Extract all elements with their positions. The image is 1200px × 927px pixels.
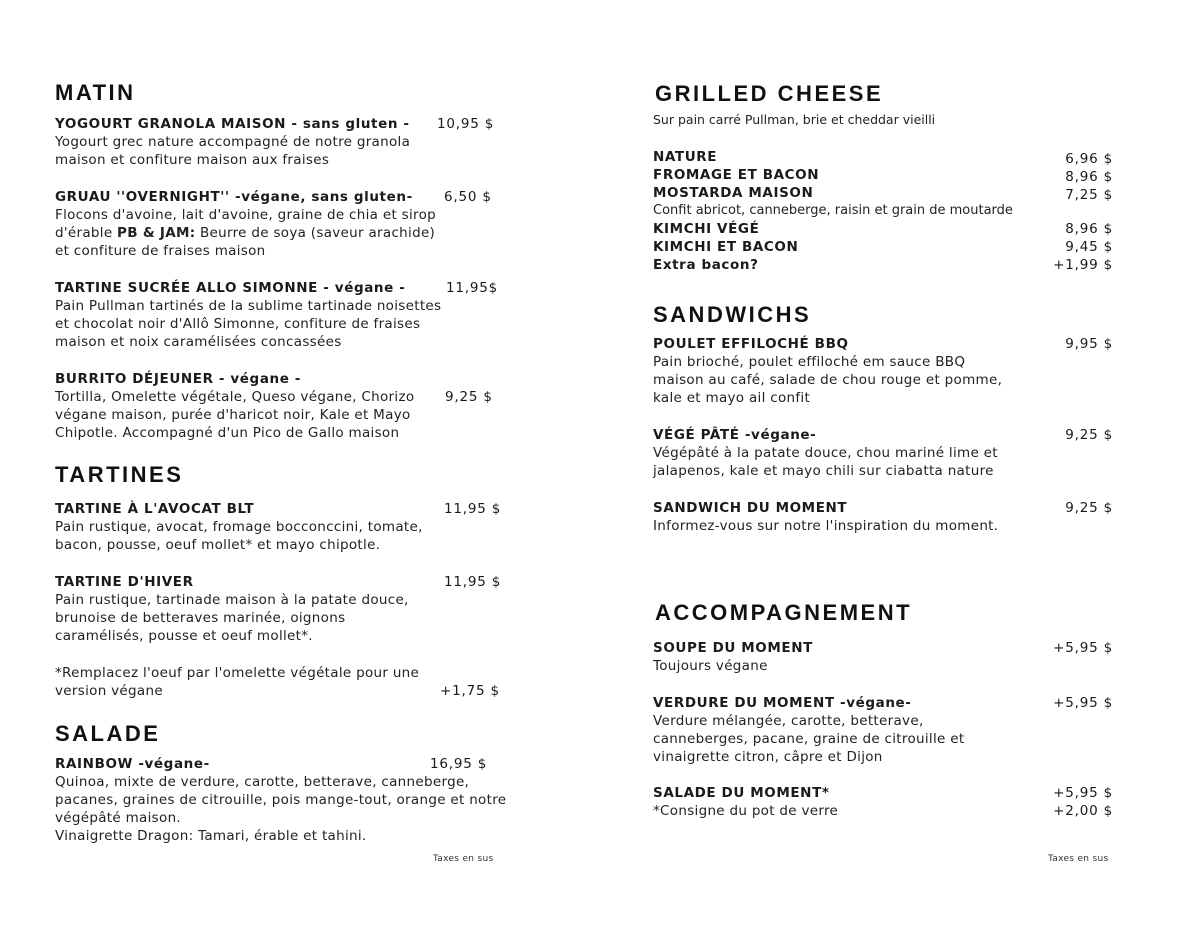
item-desc-line: maison et confiture maison aux fraises [55,152,330,168]
item-title: TARTINE SUCRÉE ALLO SIMONNE - végane - [55,280,406,296]
item-price: 16,95 $ [430,756,488,772]
item-title: BURRITO DÉJEUNER - végane - [55,371,302,387]
item-desc-line: Tortilla, Omelette végétale, Queso végane, Chorizo [55,389,415,405]
desc-text: Beurre de soya (saveur arachide) [195,225,436,241]
item-title: POULET EFFILOCHÉ BBQ [653,336,849,352]
item-desc-line: canneberges, pacane, graine de citrouille et [653,731,965,747]
item-title: NATURE [653,149,718,165]
section-heading-accompagnement: ACCOMPAGNEMENT [655,600,913,625]
item-desc-line: Pain Pullman tartinés de la sublime tartinade noisettes [55,298,442,314]
item-desc-line: bacon, pousse, oeuf mollet* et mayo chipotle. [55,537,381,553]
item-price: 11,95 $ [444,574,502,590]
item-desc-line: *Consigne du pot de verre [653,803,839,819]
item-price: 11,95$ [446,280,499,296]
item-price: +5,95 $ [1053,640,1113,656]
note-line: version végane [55,683,163,699]
item-desc-line: Pain brioché, poulet effiloché em sauce BBQ [653,354,966,370]
section-heading-grilled-cheese: GRILLED CHEESE [655,81,884,106]
item-price: 6,50 $ [444,189,492,205]
item-title: RAINBOW -végane- [55,756,210,772]
item-desc-line: et confiture de fraises maison [55,243,266,259]
item-price: 11,95 $ [444,501,502,517]
item-desc-line: Chipotle. Accompagné d'un Pico de Gallo maison [55,425,400,441]
item-desc-line: Pain rustique, tartinade maison à la patate douce, [55,592,409,608]
item-desc-line: Verdure mélangée, carotte, betterave, [653,713,924,729]
item-price: 7,25 $ [1065,187,1113,203]
item-price: 6,96 $ [1065,151,1113,167]
item-title: Extra bacon? [653,257,759,273]
desc-text: d'érable [55,225,118,241]
section-heading-sandwichs: SANDWICHS [653,302,812,327]
item-desc-line: vinaigrette citron, câpre et Dijon [653,749,883,765]
item-desc-line: Quinoa, mixte de verdure, carotte, betterave, canneberge, [55,774,470,790]
item-desc-line: Vinaigrette Dragon: Tamari, érable et tahini. [55,828,367,844]
item-desc-line: Végépâté à la patate douce, chou mariné lime et [653,445,998,461]
item-desc-line [55,225,435,241]
item-title: GRUAU ''OVERNIGHT'' -végane, sans gluten- [55,189,413,205]
item-price-secondary: +2,00 $ [1053,803,1113,819]
item-price: 10,95 $ [437,116,495,132]
item-price: 9,25 $ [1065,427,1113,443]
item-desc-line: végépâté maison. [55,810,182,826]
item-desc-line: brunoise de betteraves marinée, oignons [55,610,346,626]
item-desc-line: caramélisés, pousse et oeuf mollet*. [55,628,313,644]
item-desc-line: Confit abricot, canneberge, raisin et grain de moutarde [653,203,1013,218]
item-title: VERDURE DU MOMENT -végane- [653,695,912,711]
note-line: *Remplacez l'oeuf par l'omelette végétale pour une [55,665,420,681]
item-desc-line: végane maison, purée d'haricot noir, Kale et Mayo [55,407,411,423]
item-title: TARTINE À L'AVOCAT BLT [55,501,255,517]
item-desc-line: et chocolat noir d'Allô Simonne, confiture de fraises [55,316,421,332]
section-heading-tartines: TARTINES [55,462,184,487]
item-desc-line: maison au café, salade de chou rouge et pomme, [653,372,1003,388]
item-title: TARTINE D'HIVER [55,574,194,590]
item-title: SALADE DU MOMENT* [653,785,830,801]
item-price: 8,96 $ [1065,169,1113,185]
item-price: +5,95 $ [1053,785,1113,801]
item-price: 9,45 $ [1065,239,1113,255]
item-title: MOSTARDA MAISON [653,185,814,201]
item-price: +1,99 $ [1053,257,1113,273]
item-price: 9,25 $ [1065,500,1113,516]
item-desc-line: maison et noix caramélisées concassées [55,334,342,350]
item-desc-line: Yogourt grec nature accompagné de notre granola [55,134,411,150]
item-desc-line: Toujours végane [653,658,768,674]
item-title: FROMAGE ET BACON [653,167,820,183]
item-price: 9,25 $ [445,389,493,405]
section-heading-salade: SALADE [55,721,161,746]
item-desc-line: Pain rustique, avocat, fromage bocconccini, tomate, [55,519,423,535]
section-subtitle: Sur pain carré Pullman, brie et cheddar vieilli [653,112,936,127]
item-title: KIMCHI ET BACON [653,239,799,255]
item-desc-line: pacanes, graines de citrouille, pois mange-tout, orange et notre [55,792,507,808]
item-title: YOGOURT GRANOLA MAISON - sans gluten - [55,116,410,132]
item-price: 9,95 $ [1065,336,1113,352]
item-desc-line: Flocons d'avoine, lait d'avoine, graine de chia et sirop [55,207,437,223]
item-price: +5,95 $ [1053,695,1113,711]
note-price: +1,75 $ [440,683,500,699]
taxes-note-left: Taxes en sus [433,854,494,864]
item-desc-line: kale et mayo ail confit [653,390,811,406]
item-title: SANDWICH DU MOMENT [653,500,848,516]
item-title: SOUPE DU MOMENT [653,640,813,656]
item-desc-line: Informez-vous sur notre l'inspiration du moment. [653,518,999,534]
taxes-note-right: Taxes en sus [1048,854,1109,864]
item-title: KIMCHI VÉGÉ [653,221,760,237]
item-price: 8,96 $ [1065,221,1113,237]
item-desc-line: jalapenos, kale et mayo chili sur ciabatta nature [653,463,994,479]
item-title: VÉGÉ PÂTÉ -végane- [653,427,817,443]
desc-bold-text: PB & JAM: [117,225,196,241]
section-heading-matin: MATIN [55,80,136,105]
